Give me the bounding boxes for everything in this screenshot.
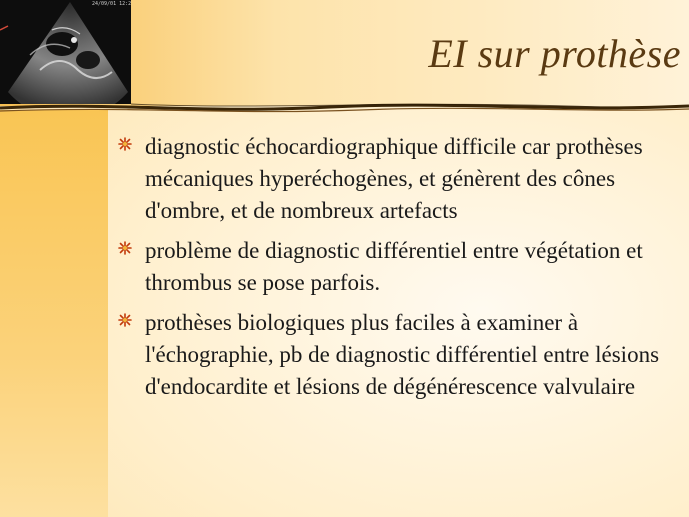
decorative-divider <box>0 100 689 116</box>
left-accent-band <box>0 110 108 517</box>
echocardiography-image <box>0 0 131 104</box>
list-item <box>118 307 674 403</box>
star-bullet-icon <box>118 241 132 255</box>
echo-timestamp: 24/09/01 12:2 <box>92 1 131 7</box>
slide-title: EI sur prothèse <box>428 31 681 76</box>
bullet-list <box>118 131 674 411</box>
list-item <box>118 131 674 227</box>
star-bullet-icon <box>118 313 132 327</box>
list-item <box>118 235 674 299</box>
bullet-text: problème de diagnostic différentiel entre végétation et thrombus se pose parfois. <box>145 238 643 295</box>
ultrasound-sector-icon <box>0 0 131 104</box>
bullet-text: prothèses biologiques plus faciles à examiner à l'échographie, pb de diagnostic différentiel entre lésions d'endocardite et lésions de dégénérescence valvulaire <box>145 310 660 399</box>
bullet-text: diagnostic échocardiographique difficile car prothèses mécaniques hyperéchogènes, et génèrent des cônes d'ombre, et de nombreux artefacts <box>145 134 643 223</box>
star-bullet-icon <box>118 137 132 151</box>
